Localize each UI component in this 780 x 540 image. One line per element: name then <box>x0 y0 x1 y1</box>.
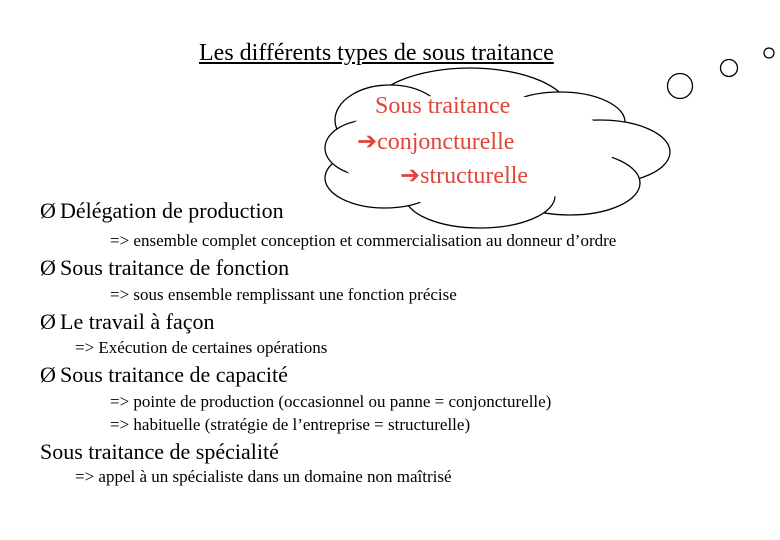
bullet-heading: Sous traitance de capacité <box>60 362 288 387</box>
bullet-detail-text: => sous ensemble remplissant une fonction précise <box>110 285 457 304</box>
bullet-detail-text: => pointe de production (occasionnel ou panne = conjoncturelle) <box>110 392 552 411</box>
bullet-arrow-icon: Ø <box>40 198 56 223</box>
bullet-detail-text: => Exécution de certaines opérations <box>75 338 328 357</box>
red-arrow-icon: ➔ <box>400 163 421 189</box>
bullet-detail-text: => habituelle (stratégie de l’entreprise = structurelle) <box>110 415 471 434</box>
bullet-heading: Sous traitance de spécialité <box>40 439 279 464</box>
bullet-detail-text: => ensemble complet conception et commercialisation au donneur d’ordre <box>110 231 617 250</box>
bullet-detail-text: => appel à un spécialiste dans un domaine non maîtrisé <box>75 467 452 486</box>
bullet-heading: Sous traitance de fonction <box>60 255 290 280</box>
bullet-arrow-icon: Ø <box>40 309 56 334</box>
callout-line-3: ➔structurelle <box>400 163 529 189</box>
callout-line-2: ➔conjoncturelle <box>357 129 515 155</box>
bullet-heading: Le travail à façon <box>60 309 215 334</box>
slide-title: Les différents types de sous traitance <box>199 40 554 66</box>
bullet-item <box>40 255 289 281</box>
bullet-arrow-icon: Ø <box>40 255 56 280</box>
callout-line-1: Sous traitance <box>375 93 511 119</box>
bullet-item <box>40 362 288 388</box>
bullet-item <box>40 198 284 224</box>
bullet-arrow-icon: Ø <box>40 362 56 387</box>
red-arrow-icon: ➔ <box>357 129 378 155</box>
bullet-heading: Délégation de production <box>60 198 284 223</box>
bullet-item <box>40 309 215 335</box>
